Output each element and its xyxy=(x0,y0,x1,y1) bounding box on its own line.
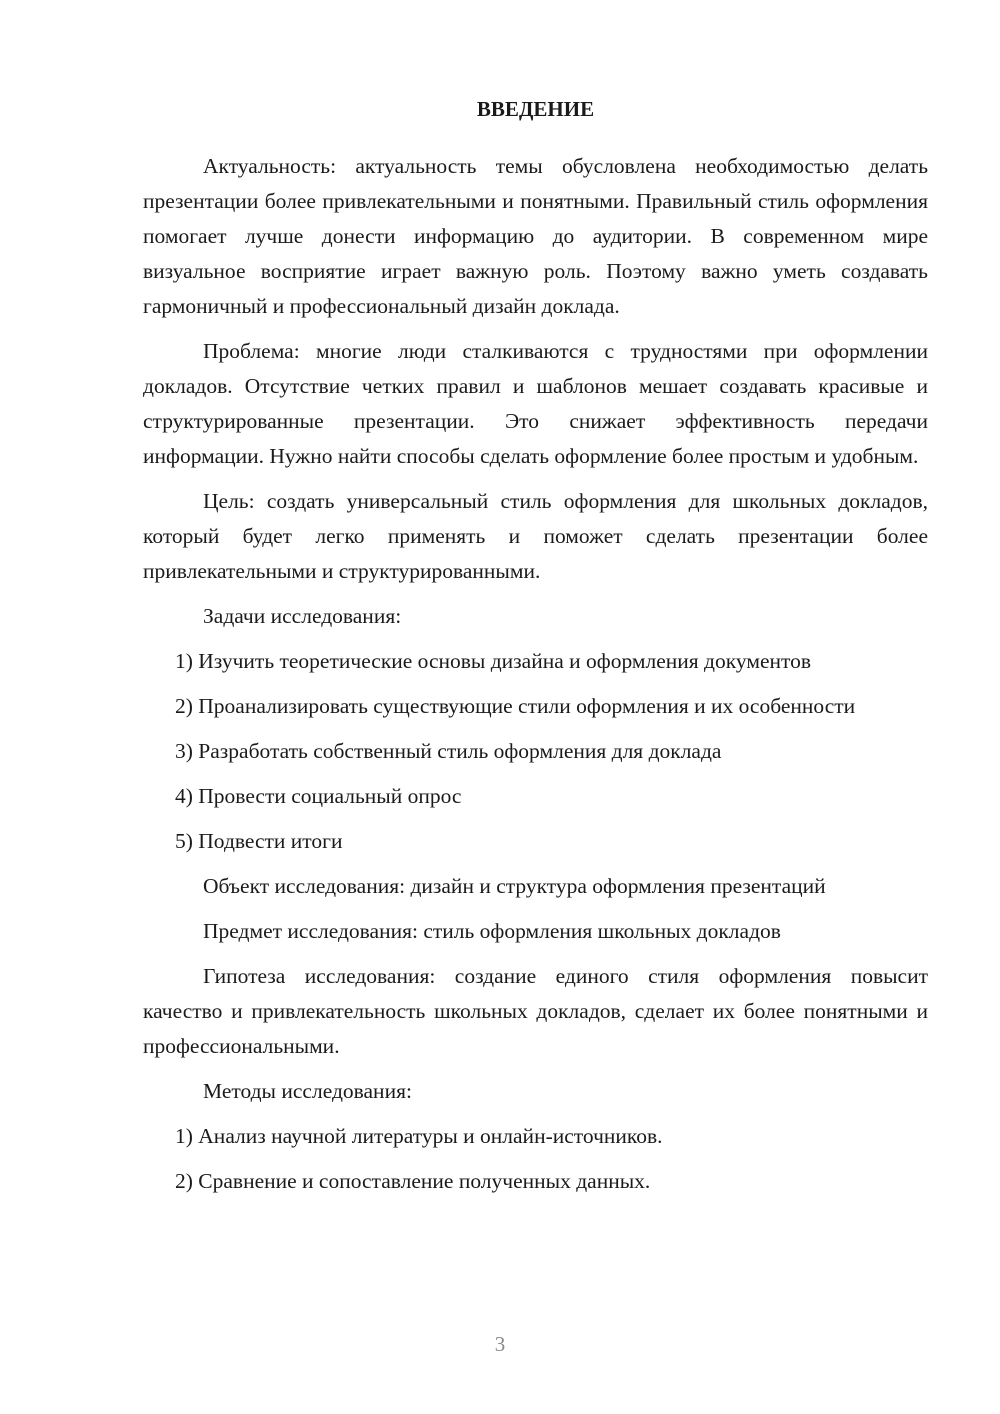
method-item-2: 2) Сравнение и сопоставление полученных данных. xyxy=(175,1169,651,1193)
task-item-4: 4) Провести социальный опрос xyxy=(175,784,462,808)
method-item-1: 1) Анализ научной литературы и онлайн-источников. xyxy=(175,1124,663,1148)
relevance-paragraph: Актуальность: актуальность темы обусловлена необходимостью делать презентации более привлекательными и понятными. Правильный стиль оформления помогает лучше донести информацию до аудитории. В современном мире визуальное восприятие играет важную роль. Поэтому важно уметь создавать гармоничный и профессиональный дизайн доклада. xyxy=(143,154,928,318)
hypothesis-paragraph: Гипотеза исследования: создание единого стиля оформления повысит качество и привлекательность школьных докладов, сделает их более понятными и профессиональными. xyxy=(143,964,928,1058)
task-item-3: 3) Разработать собственный стиль оформления для доклада xyxy=(175,739,722,763)
problem-paragraph: Проблема: многие люди сталкиваются с трудностями при оформлении докладов. Отсутствие четких правил и шаблонов мешает создавать красивые и структурированные презентации. Это снижает эффективность передачи информации. Нужно найти способы сделать оформление более простым и удобным. xyxy=(143,339,928,468)
document-page xyxy=(143,92,928,1209)
task-item-1: 1) Изучить теоретические основы дизайна и оформления документов xyxy=(175,649,812,673)
section-title: ВВЕДЕНИЕ xyxy=(476,97,595,121)
methods-heading: Методы исследования: xyxy=(203,1079,412,1103)
goal-paragraph: Цель: создать универсальный стиль оформления для школьных докладов, который будет легко применять и поможет сделать презентации более привлекательными и структурированными. xyxy=(143,489,928,583)
task-item-2: 2) Проанализировать существующие стили оформления и их особенности xyxy=(175,694,856,718)
task-item-5: 5) Подвести итоги xyxy=(175,829,343,853)
subject-paragraph: Предмет исследования: стиль оформления школьных докладов xyxy=(203,919,781,943)
object-paragraph: Объект исследования: дизайн и структура оформления презентаций xyxy=(203,874,826,898)
tasks-heading: Задачи исследования: xyxy=(203,604,402,628)
page-number: 3 xyxy=(494,1332,506,1356)
